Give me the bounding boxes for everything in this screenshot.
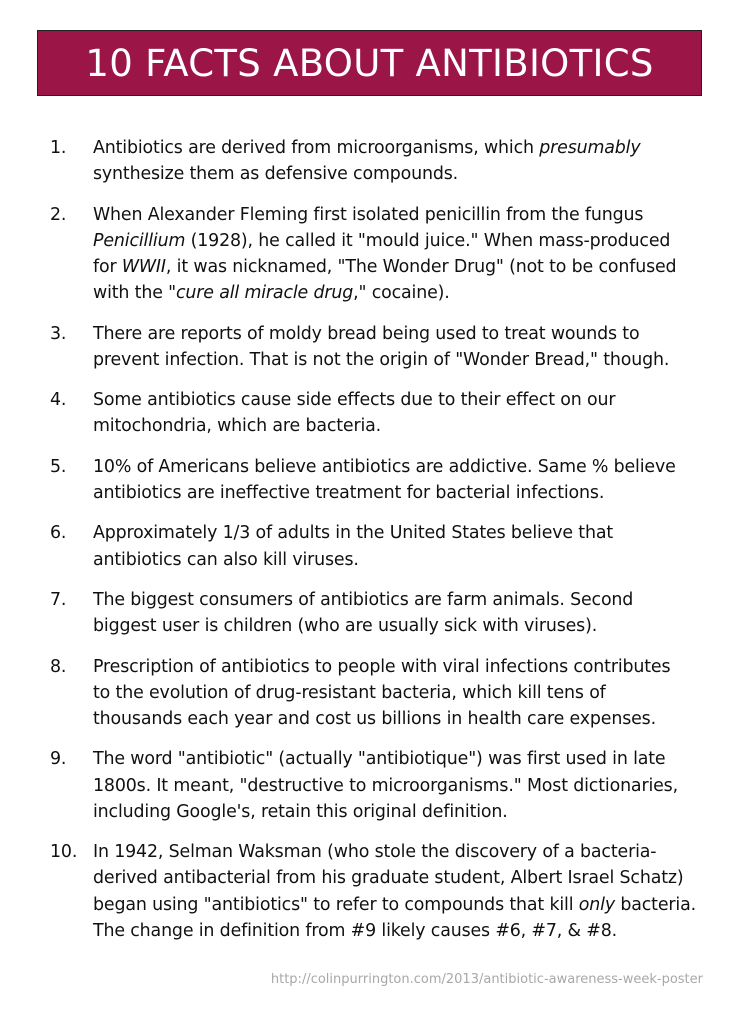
fact-segment: 1800s. It meant, "destructive to microorganisms." Most dictionaries, (93, 775, 678, 796)
fact-item (50, 520, 710, 572)
fact-segment: derived antibacterial from his graduate student, Albert Israel Schatz) (93, 868, 684, 889)
fact-segment: 10% of Americans believe antibiotics are addictive. Same % believe (93, 456, 676, 477)
fact-emphasis: cure all miracle drug (176, 283, 354, 304)
fact-number: 7. (50, 589, 67, 610)
fact-segment: The word "antibiotic" (actually "antibiotique") was first used in late (93, 749, 666, 770)
fact-line (93, 680, 710, 706)
fact-emphasis: Penicillium (93, 230, 186, 251)
fact-line (93, 228, 710, 254)
title-banner (37, 30, 702, 96)
fact-line (93, 520, 710, 546)
fact-line (93, 706, 710, 732)
fact-text (93, 520, 710, 572)
fact-item (50, 587, 710, 639)
fact-emphasis: presumably (539, 138, 641, 158)
fact-number: 3. (50, 323, 67, 344)
fact-line (93, 202, 710, 228)
fact-segment: began using "antibiotics" to refer to compounds that kill (93, 894, 579, 915)
fact-item (50, 387, 710, 439)
fact-text (93, 839, 710, 944)
fact-text (93, 202, 710, 307)
fact-number: 10. (50, 842, 78, 863)
fact-segment: , it was nicknamed, "The Wonder Drug" (not to be confused (165, 257, 677, 277)
fact-item (50, 321, 710, 373)
fact-line (93, 347, 710, 373)
fact-item (50, 839, 710, 944)
fact-number: 6. (50, 523, 67, 544)
fact-segment: antibiotics are ineffective treatment for bacterial infections. (93, 482, 605, 503)
fact-segment: The biggest consumers of antibiotics are farm animals. Second (93, 589, 634, 610)
page-title: 10 FACTS ABOUT ANTIBIOTICS (85, 41, 654, 85)
fact-line (93, 613, 710, 639)
fact-line (93, 799, 710, 825)
fact-segment: In 1942, Selman Waksman (who stole the discovery of a bacteria- (93, 842, 657, 863)
fact-text (93, 387, 710, 439)
fact-item (50, 202, 710, 307)
fact-line (93, 280, 710, 306)
fact-segment: ," cocaine). (353, 283, 450, 304)
fact-line (93, 547, 710, 573)
fact-line (93, 773, 710, 799)
fact-segment: Prescription of antibiotics to people with viral infections contributes (93, 656, 671, 677)
fact-line (93, 587, 710, 613)
fact-text (93, 454, 710, 506)
fact-number: 9. (50, 749, 67, 770)
fact-segment: for (93, 257, 122, 277)
fact-item (50, 746, 710, 825)
source-url: http://colinpurrington.com/2013/antibiotic-awareness-week-poster (270, 972, 703, 987)
fact-segment: with the " (93, 283, 176, 304)
fact-segment: biggest user is children (who are usually sick with viruses). (93, 616, 598, 637)
fact-text (93, 746, 710, 825)
fact-segment: synthesize them as defensive compounds. (93, 164, 459, 185)
fact-line (93, 387, 710, 413)
fact-segment: Antibiotics are derived from microorganisms, which (93, 138, 540, 158)
fact-segment: The change in definition from #9 likely causes #6, #7, & #8. (93, 920, 618, 941)
fact-segment: antibiotics can also kill viruses. (93, 549, 359, 570)
fact-emphasis: only (578, 894, 615, 915)
fact-number: 8. (50, 656, 67, 677)
fact-number: 2. (50, 204, 67, 225)
facts-list (50, 135, 710, 958)
fact-segment: bacteria. (614, 894, 696, 915)
fact-line (93, 135, 710, 161)
fact-segment: (1928), he called it "mould juice." When mass-produced (185, 230, 671, 251)
fact-item (50, 454, 710, 506)
fact-segment: including Google's, retain this original definition. (93, 801, 508, 822)
fact-line (93, 746, 710, 772)
fact-line (93, 321, 710, 347)
fact-line (93, 865, 710, 891)
fact-emphasis: WWII (121, 257, 166, 277)
fact-number: 1. (50, 138, 67, 158)
fact-line (93, 839, 710, 865)
fact-item (50, 135, 710, 187)
fact-line (93, 918, 710, 944)
fact-line (93, 654, 710, 680)
fact-segment: There are reports of moldy bread being used to treat wounds to (93, 323, 640, 344)
fact-line (93, 480, 710, 506)
fact-item (50, 654, 710, 733)
fact-number: 4. (50, 390, 67, 411)
fact-segment: thousands each year and cost us billions in health care expenses. (93, 708, 656, 729)
fact-segment: to the evolution of drug-resistant bacteria, which kill tens of (93, 682, 606, 703)
fact-number: 5. (50, 456, 67, 477)
fact-line (93, 254, 710, 280)
fact-line (93, 892, 710, 918)
fact-text (93, 587, 710, 639)
fact-line (93, 161, 710, 187)
fact-line (93, 454, 710, 480)
fact-segment: When Alexander Fleming first isolated penicillin from the fungus (93, 204, 644, 225)
fact-text (93, 654, 710, 733)
fact-segment: mitochondria, which are bacteria. (93, 416, 382, 437)
fact-segment: Approximately 1/3 of adults in the United States believe that (93, 523, 614, 544)
fact-line (93, 413, 710, 439)
fact-text (93, 135, 710, 187)
fact-segment: Some antibiotics cause side effects due to their effect on our (93, 390, 616, 411)
fact-segment: prevent infection. That is not the origin of "Wonder Bread," though. (93, 349, 670, 370)
fact-text (93, 321, 710, 373)
